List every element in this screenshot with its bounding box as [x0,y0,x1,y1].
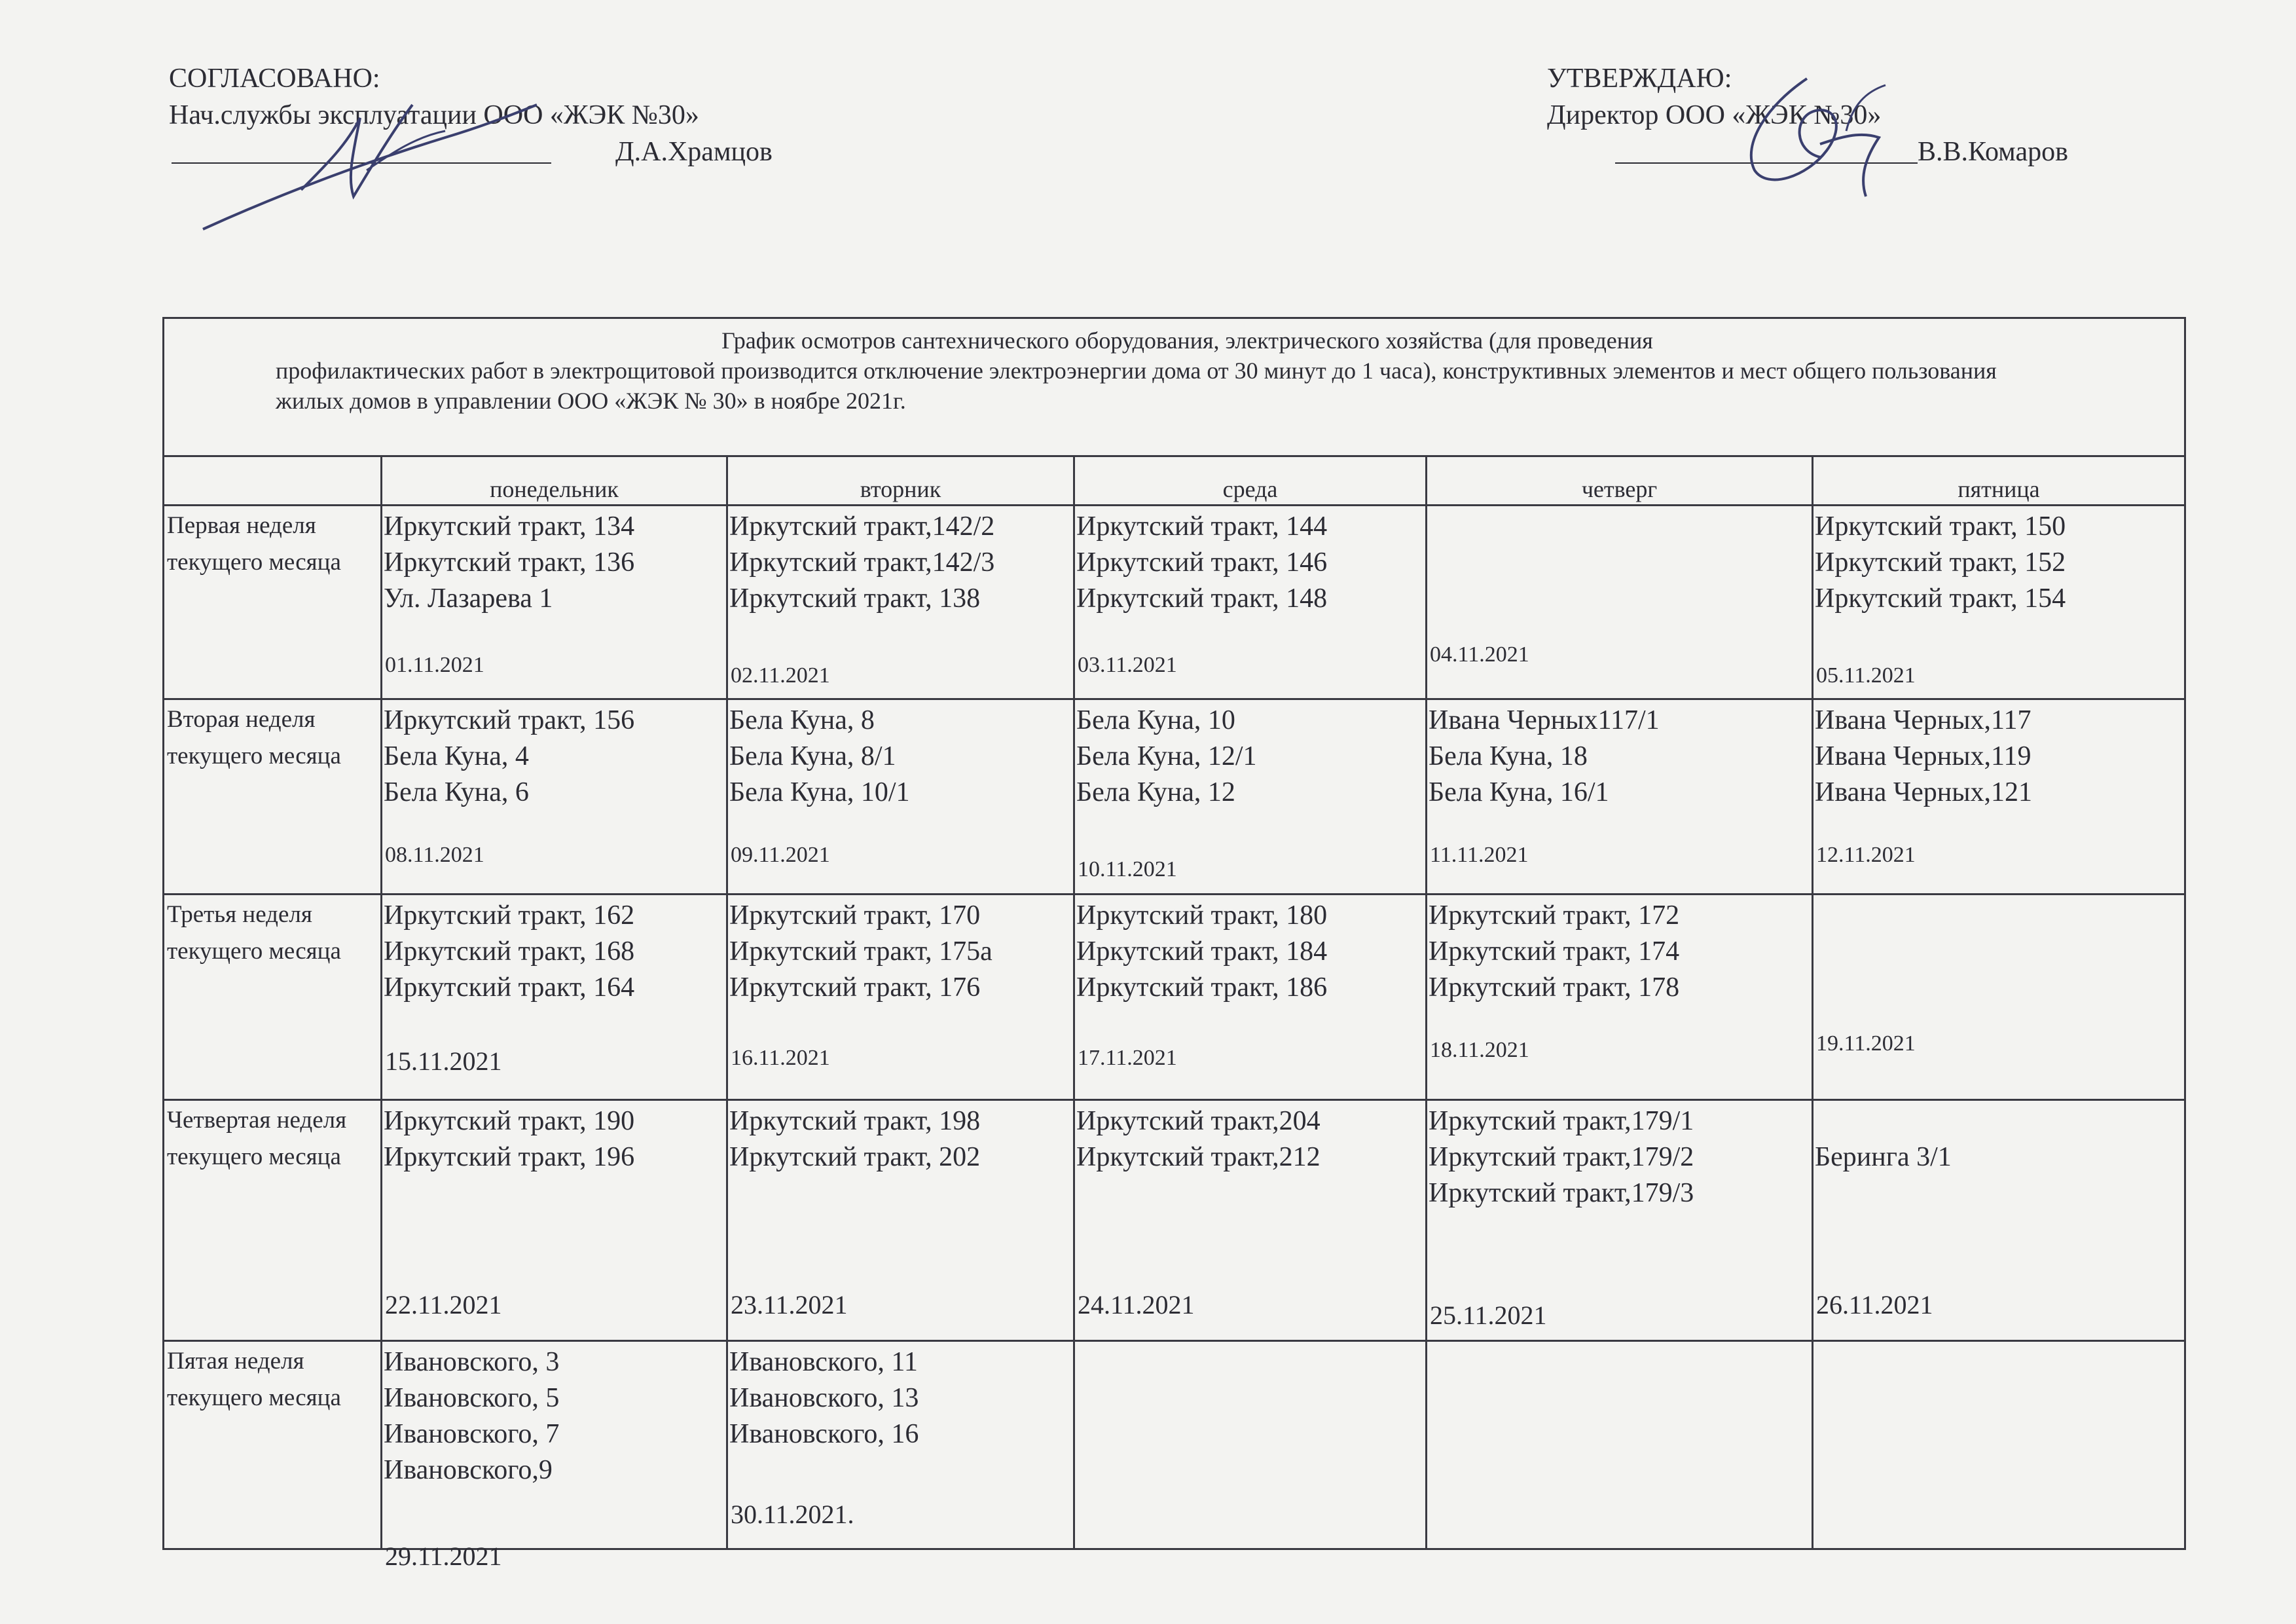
schedule-title-line: График осмотров сантехнического оборудования, электрического хозяйства (для проведения [721,327,1653,354]
address-line: Иркутский тракт,204 [1076,1106,1321,1136]
schedule-title-line: профилактических работ в электрощитовой производится отключение электроэнергии дома от 30 минут до 1 часа), конструктивных [276,358,1607,384]
schedule-cell [1074,1341,1427,1549]
address-line: Ивановского, 5 [384,1383,560,1413]
address-list [1075,700,1425,811]
schedule-cell [1427,1341,1813,1549]
schedule-cell [727,699,1074,895]
inspection-date: 30.11.2021. [731,1500,854,1529]
address-line: Иркутский тракт, 190 [384,1106,635,1136]
address-list [382,506,726,617]
inspection-date: 04.11.2021 [1430,642,1529,667]
address-line: Иркутский тракт, 202 [729,1142,981,1172]
week-label: Пятая неделя текущего месяца [164,1341,382,1549]
address-line: Иркутский тракт, 184 [1076,936,1328,967]
schedule-cell [1813,699,2185,895]
address-line: Иркутский тракт, 146 [1076,547,1328,578]
inspection-date: 25.11.2021 [1430,1301,1547,1330]
signature-underline [1615,162,1918,164]
address-line: Ивановского,9 [384,1455,553,1485]
schedule-cell [1813,1100,2185,1341]
inspection-date: 02.11.2021 [731,663,830,688]
day-header-friday: пятница [1813,456,2185,506]
address-line: Иркутский тракт, 176 [729,972,981,1003]
address-line: Иркутский тракт, 134 [384,511,635,542]
approval-heading: СОГЛАСОВАНО: [169,64,380,94]
approval-position: Нач.службы эксплуатации ООО «ЖЭК №30» [169,100,699,130]
address-line: Иркутский тракт, 168 [384,936,635,967]
signature-underline [172,162,551,164]
address-line [1813,1101,2184,1139]
address-line: Иркутский тракт, 164 [384,972,635,1003]
signature-line-row [169,134,889,170]
address-list [382,700,726,811]
address-list [1075,506,1425,617]
inspection-date: 05.11.2021 [1816,663,1916,688]
address-line: Бела Куна, 12 [1076,777,1235,807]
inspection-date: 18.11.2021 [1430,1037,1529,1062]
schedule-title-line: элементов и мест общего пользования жилых домов в управлении ООО «ЖЭК № 30» в ноябре 2021г. [276,358,1997,414]
inspection-date: 26.11.2021 [1816,1290,1933,1320]
address-line: Ивановского, 11 [729,1347,918,1377]
inspection-date: 01.11.2021 [385,653,484,677]
address-line: Иркутский тракт, 170 [729,900,981,931]
day-header-wednesday: среда [1074,456,1427,506]
schedule-cell [1427,895,1813,1100]
schedule-cell [1813,1341,2185,1549]
inspection-date: 24.11.2021 [1078,1290,1195,1320]
inspection-date: 11.11.2021 [1430,842,1529,867]
approval-block-right [1547,60,2202,170]
address-list [1813,506,2184,617]
address-line: Иркутский тракт, 152 [1815,547,2066,578]
address-line: Иркутский тракт, 138 [729,583,981,614]
schedule-body [164,506,2185,1571]
address-list [1813,1101,2184,1175]
schedule-cell [727,1100,1074,1341]
address-line: Иркутский тракт,142/3 [729,547,995,578]
address-line: Иркутский тракт, 180 [1076,900,1328,931]
signatory-name: Д.А.Храмцов [615,137,773,167]
inspection-date: 23.11.2021 [731,1290,848,1320]
inspection-date: 12.11.2021 [1816,842,1916,867]
address-line: Ивановского, 7 [384,1419,560,1449]
inspection-date: 16.11.2021 [731,1046,830,1071]
address-line: Ивана Черных,121 [1815,777,2033,807]
schedule-cell [1074,699,1427,895]
schedule-cell [1813,506,2185,699]
signature-line-row [1547,134,2202,170]
schedule-cell [382,699,727,895]
address-line: Иркутский тракт, 196 [384,1142,635,1172]
inspection-date: 19.11.2021 [1816,1031,1916,1056]
address-list [1075,895,1425,1006]
schedule-cell [1074,895,1427,1100]
address-line: Бела Куна, 8 [729,705,875,735]
inspection-date: 29.11.2021 [385,1541,502,1571]
corner-cell [164,456,382,506]
address-line: Иркутский тракт, 175а [729,936,993,967]
schedule-cell [1813,895,2185,1100]
address-list [1427,895,1812,1006]
week-label: Первая неделя текущего месяца [164,506,382,699]
week-row [164,699,2185,895]
address-list [1813,700,2184,811]
schedule-cell [382,895,727,1100]
address-list [1427,1101,1812,1211]
address-line: Иркутский тракт, 178 [1429,972,1680,1003]
inspection-date: 03.11.2021 [1078,653,1177,677]
address-line: Иркутский тракт, 154 [1815,583,2066,614]
schedule-cell [382,506,727,699]
schedule-cell [382,1341,727,1571]
address-line: Иркутский тракт, 186 [1076,972,1328,1003]
inspection-date: 08.11.2021 [385,842,484,867]
address-line: Иркутский тракт,212 [1076,1142,1321,1172]
signatory-name: В.В.Комаров [1918,137,2068,167]
schedule-cell [382,1100,727,1341]
week-row [164,895,2185,1100]
address-line: Бела Куна, 4 [384,741,529,771]
schedule-cell [1427,1100,1813,1341]
address-list [382,1101,726,1175]
inspection-date: 22.11.2021 [385,1290,502,1320]
address-line: Ивана Черных117/1 [1429,705,1660,735]
address-line: Иркутский тракт,179/1 [1429,1106,1694,1136]
approval-position: Директор ООО «ЖЭК №30» [1547,100,1882,130]
address-list [728,506,1073,617]
address-list [1427,700,1812,811]
address-line: Иркутский тракт, 136 [384,547,635,578]
address-list [728,700,1073,811]
address-line: Иркутский тракт,179/2 [1429,1142,1694,1172]
address-line: Ивановского, 3 [384,1347,560,1377]
week-label: Вторая неделя текущего месяца [164,699,382,895]
address-list [1075,1101,1425,1175]
address-list [728,895,1073,1006]
address-line: Иркутский тракт,142/2 [729,511,995,542]
address-list [728,1342,1073,1452]
address-list [382,895,726,1006]
address-line: Иркутский тракт, 156 [384,705,635,735]
schedule-cell [727,895,1074,1100]
day-header-monday: понедельник [382,456,727,506]
address-line: Иркутский тракт, 148 [1076,583,1328,614]
day-header-thursday: четверг [1427,456,1813,506]
schedule-cell [1427,506,1813,699]
address-list [728,1101,1073,1175]
address-line: Иркутский тракт, 144 [1076,511,1328,542]
day-header-tuesday: вторник [727,456,1074,506]
address-line: Беринга 3/1 [1815,1142,1952,1172]
schedule-cell [1427,699,1813,895]
address-line: Бела Куна, 12/1 [1076,741,1257,771]
schedule-cell [727,1341,1074,1549]
address-line: Бела Куна, 18 [1429,741,1588,771]
address-line: Ивановского, 13 [729,1383,919,1413]
schedule-cell [1074,1100,1427,1341]
inspection-date: 15.11.2021 [385,1046,502,1077]
address-line: Ивановского, 16 [729,1419,919,1449]
address-line: Иркутский тракт, 174 [1429,936,1680,967]
address-line: Бела Куна, 10 [1076,705,1235,735]
schedule-cell [727,506,1074,699]
address-line: Бела Куна, 10/1 [729,777,910,807]
inspection-schedule-table [162,317,2186,1571]
address-line: Бела Куна, 16/1 [1429,777,1609,807]
address-line: Иркутский тракт,179/3 [1429,1178,1694,1208]
address-list [382,1342,726,1488]
week-row [164,1341,2185,1549]
inspection-date: 17.11.2021 [1078,1046,1177,1071]
week-label: Третья неделя текущего месяца [164,895,382,1100]
address-line: Иркутский тракт, 198 [729,1106,981,1136]
week-label: Четвертая неделя текущего месяца [164,1100,382,1341]
week-row [164,506,2185,699]
schedule-title [164,318,2185,456]
inspection-date: 09.11.2021 [731,842,830,867]
address-line: Иркутский тракт, 172 [1429,900,1680,931]
address-line: Бела Куна, 6 [384,777,529,807]
address-line: Иркутский тракт, 150 [1815,511,2066,542]
week-row [164,1100,2185,1341]
inspection-date: 10.11.2021 [1078,857,1177,881]
address-line: Бела Куна, 8/1 [729,741,896,771]
address-line: Иркутский тракт, 162 [384,900,635,931]
approval-heading: УТВЕРЖДАЮ: [1547,64,1732,94]
schedule-cell [1074,506,1427,699]
address-line: Ивана Черных,117 [1815,705,2032,735]
approval-block-left [169,60,889,170]
address-line: Ивана Черных,119 [1815,741,2032,771]
address-line: Ул. Лазарева 1 [384,583,553,614]
